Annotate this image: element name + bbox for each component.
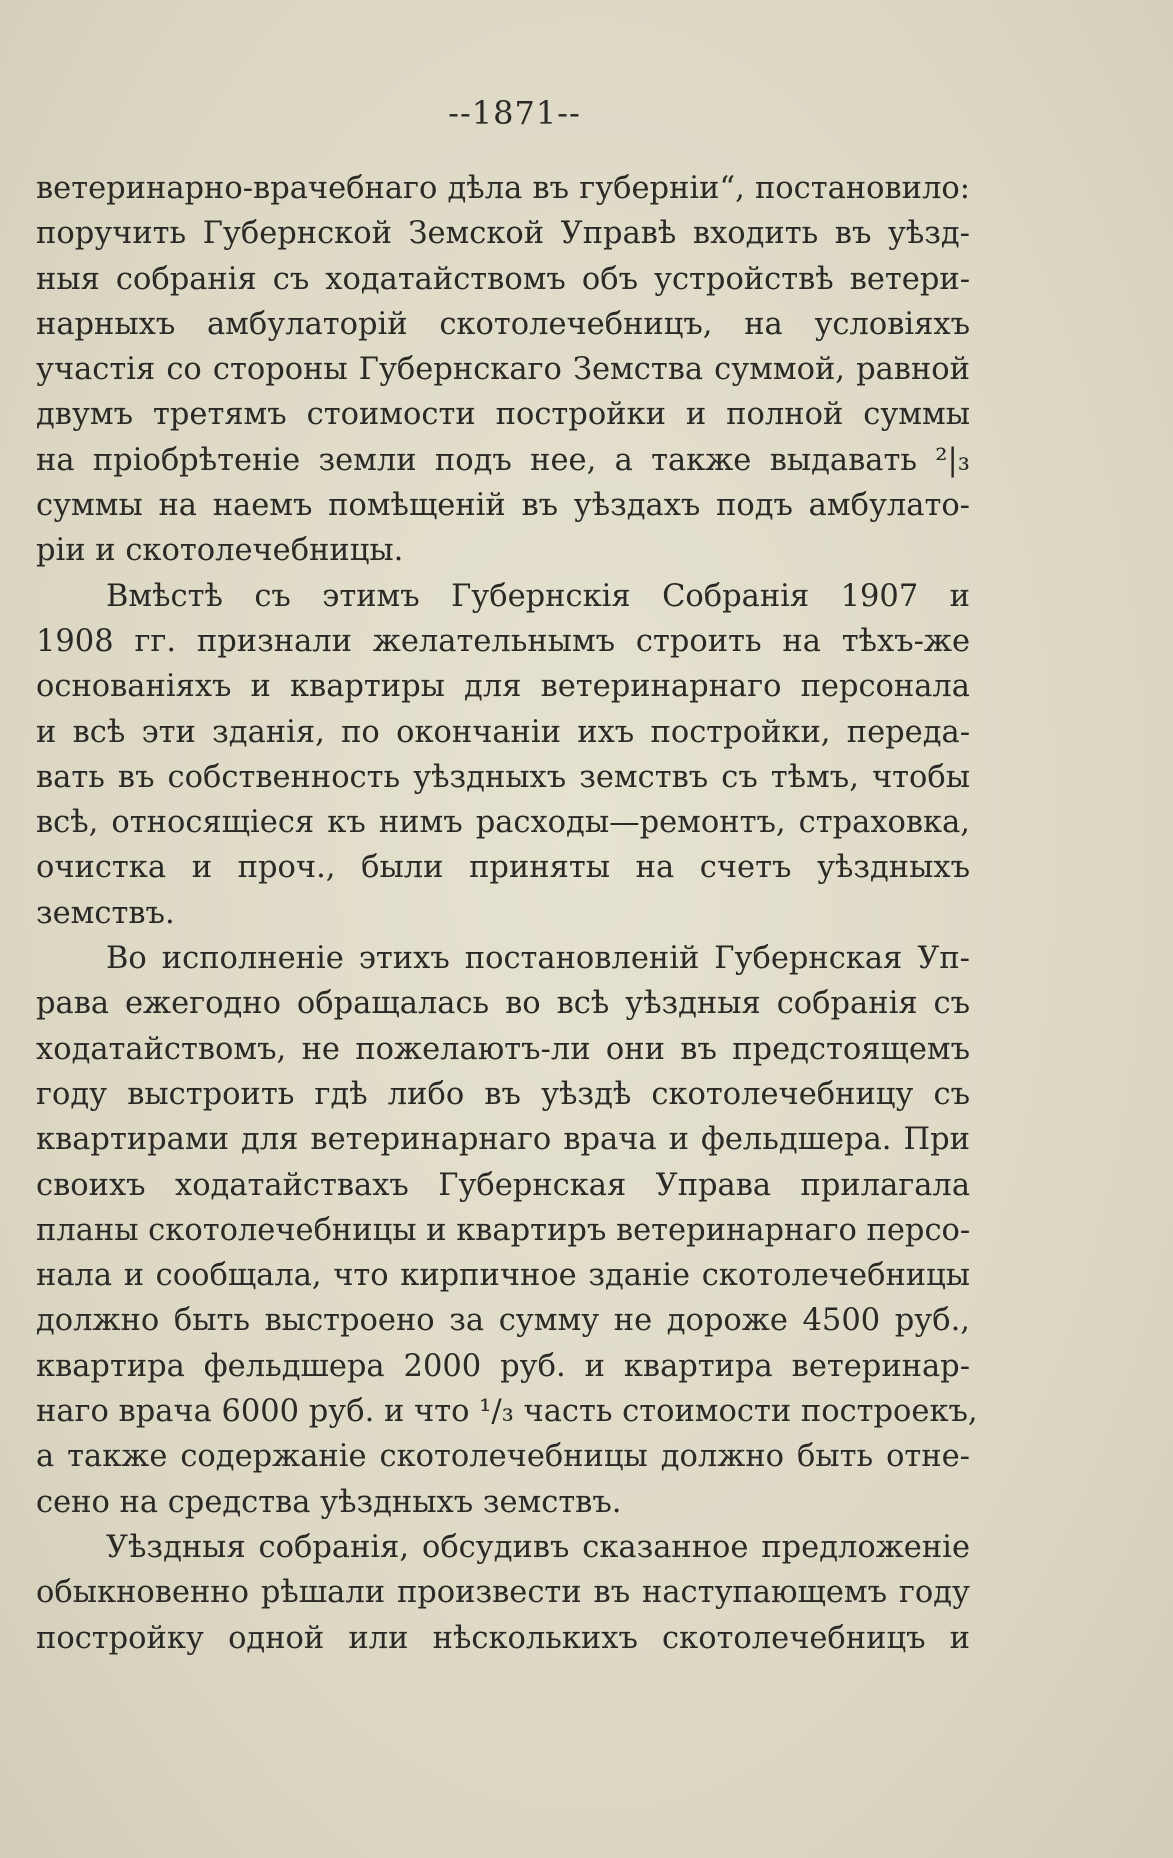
text-line: вать въ собственность уѣздныхъ земствъ съ тѣмъ, чтобы [36,759,970,795]
text-line: земствъ. [36,895,175,931]
page-number: --1871-- [448,94,581,132]
text-line: квартира фельдшера 2000 руб. и квартира ветеринар- [36,1348,970,1384]
text-line: ныя собранія съ ходатайствомъ объ устройствѣ ветери- [36,261,970,297]
text-line: квартирами для ветеринарнаго врача и фельдшера. При [36,1122,970,1158]
text-line: ріи и скотолечебницы. [36,533,404,569]
text-line: постройку одной или нѣсколькихъ скотолечебницъ и [36,1620,970,1656]
text-line: Во исполненіе этихъ постановленій Губернская Уп- [106,941,970,977]
text-line: Уѣздныя собранія, обсудивъ сказанное предложеніе [106,1529,970,1565]
text-line: обыкновенно рѣшали произвести въ наступающемъ году [36,1575,970,1611]
text-line: и всѣ эти зданія, по окончаніи ихъ постройки, переда- [36,714,970,750]
text-line: рава ежегодно обращалась во всѣ уѣздныя собранія съ [36,986,970,1022]
text-line: году выстроить гдѣ либо въ уѣздѣ скотолечебницу съ [36,1076,970,1112]
text-line: наго врача 6000 руб. и что ¹/₃ часть стоимости построекъ, [36,1394,978,1430]
text-line: сено на средства уѣздныхъ земствъ. [36,1484,622,1520]
text-line: своихъ ходатайствахъ Губернская Управа прилагала [36,1167,970,1203]
text-line: 1908 гг. признали желательнымъ строить на тѣхъ-же [36,623,970,659]
text-line: Вмѣстѣ съ этимъ Губернскія Собранія 1907 и [106,578,970,614]
text-line: ходатайствомъ, не пожелаютъ-ли они въ предстоящемъ [36,1031,970,1067]
text-line: всѣ, относящіеся къ нимъ расходы—ремонтъ, страховка, [36,805,970,841]
text-line: должно быть выстроено за сумму не дороже 4500 руб., [36,1303,970,1339]
text-line: ветеринарно-врачебнаго дѣла въ губерніи“, постановило: [36,171,970,206]
text-line: суммы на наемъ помѣщеній въ уѣздахъ подъ амбулато- [36,488,970,524]
text-line: поручить Губернской Земской Управѣ входить въ уѣзд- [36,216,970,252]
body-text [36,166,978,1661]
text-line: участія со стороны Губернскаго Земства суммой, равной [36,352,970,388]
text-line: планы скотолечебницы и квартиръ ветеринарнаго персо- [36,1212,971,1248]
text-line: нала и сообщала, что кирпичное зданіе скотолечебницы [36,1258,970,1294]
text-line: на пріобрѣтеніе земли подъ нее, а также выдавать ²|₃ [36,442,970,478]
text-line: очистка и проч., были приняты на счетъ уѣздныхъ [36,850,970,886]
text-line: основаніяхъ и квартиры для ветеринарнаго персонала [36,669,970,705]
text-line: нарныхъ амбулаторій скотолечебницъ, на условіяхъ [36,306,970,342]
text-line: а также содержаніе скотолечебницы должно быть отне- [36,1439,970,1475]
text-line: двумъ третямъ стоимости постройки и полной суммы [36,397,970,433]
